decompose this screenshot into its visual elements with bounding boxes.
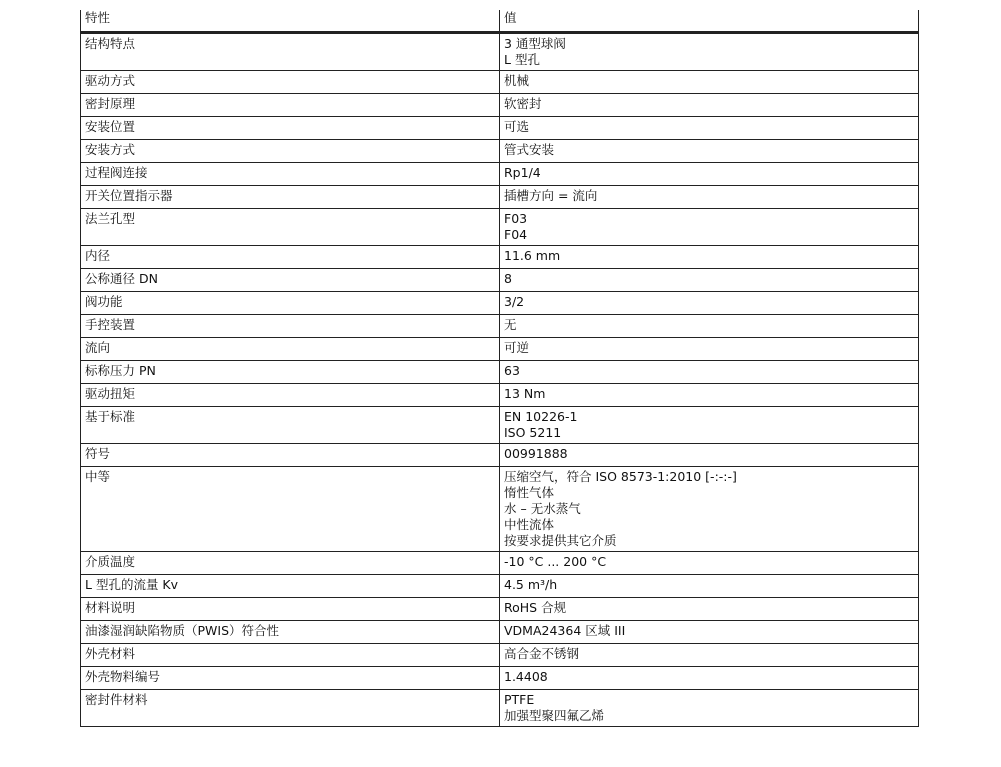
property-cell: 法兰孔型	[81, 209, 500, 246]
value-line: PTFE	[504, 692, 535, 707]
property-cell: 开关位置指示器	[81, 186, 500, 209]
table-row	[81, 467, 919, 552]
table-row	[81, 315, 919, 338]
table-row	[81, 186, 919, 209]
table-row	[81, 246, 919, 269]
value-line: Rp1/4	[504, 165, 541, 180]
value-line: 8	[504, 271, 512, 286]
value-line: F04	[504, 227, 528, 242]
value-cell	[500, 552, 919, 575]
value-cell	[500, 33, 919, 71]
table-row	[81, 33, 919, 71]
value-cell	[500, 163, 919, 186]
value-cell	[500, 467, 919, 552]
value-cell	[500, 117, 919, 140]
table-row	[81, 269, 919, 292]
value-line: 无	[504, 317, 517, 332]
table-row	[81, 407, 919, 444]
property-cell: 过程阀连接	[81, 163, 500, 186]
value-line: VDMA24364 区域 III	[504, 623, 626, 638]
value-cell	[500, 140, 919, 163]
value-cell	[500, 690, 919, 727]
table-row	[81, 361, 919, 384]
property-cell: 公称通径 DN	[81, 269, 500, 292]
table-row	[81, 209, 919, 246]
table-row	[81, 338, 919, 361]
value-line: 可选	[504, 119, 530, 134]
table-row	[81, 117, 919, 140]
value-line: EN 10226-1	[504, 409, 578, 424]
table-row	[81, 552, 919, 575]
value-cell	[500, 644, 919, 667]
value-line: 3 通型球阀	[504, 36, 566, 51]
value-line: 加强型聚四氟乙烯	[504, 708, 605, 723]
table-row	[81, 621, 919, 644]
property-cell: 安装方式	[81, 140, 500, 163]
value-cell	[500, 361, 919, 384]
value-cell	[500, 292, 919, 315]
property-cell: 基于标准	[81, 407, 500, 444]
property-cell: 密封原理	[81, 94, 500, 117]
value-cell	[500, 338, 919, 361]
property-cell: 密封件材料	[81, 690, 500, 727]
value-line: 3/2	[504, 294, 525, 309]
spec-sheet	[80, 10, 918, 727]
table-row	[81, 140, 919, 163]
value-cell	[500, 384, 919, 407]
value-line: 中性流体	[504, 517, 555, 532]
property-cell: 内径	[81, 246, 500, 269]
value-line: RoHS 合规	[504, 600, 567, 615]
column-header-property: 特性	[81, 10, 500, 33]
value-line: 插槽方向 = 流向	[504, 188, 598, 203]
value-cell	[500, 598, 919, 621]
property-cell: 中等	[81, 467, 500, 552]
value-line: 高合金不锈钢	[504, 646, 580, 661]
property-cell: 结构特点	[81, 33, 500, 71]
table-row	[81, 575, 919, 598]
table-row	[81, 384, 919, 407]
value-cell	[500, 444, 919, 467]
spec-table	[80, 10, 919, 727]
table-row	[81, 163, 919, 186]
value-line: 惰性气体	[504, 485, 555, 500]
value-line: 压缩空气，符合 ISO 8573-1:2010 [-:-:-]	[504, 469, 737, 484]
property-cell: 安装位置	[81, 117, 500, 140]
value-line: F03	[504, 211, 528, 226]
value-line: -10 °C ... 200 °C	[504, 554, 607, 569]
property-cell: 驱动方式	[81, 71, 500, 94]
property-cell: 油漆湿润缺陷物质（PWIS）符合性	[81, 621, 500, 644]
table-row	[81, 644, 919, 667]
table-header-row	[81, 10, 919, 33]
property-cell: 材料说明	[81, 598, 500, 621]
table-row	[81, 667, 919, 690]
table-row	[81, 598, 919, 621]
value-cell	[500, 621, 919, 644]
value-line: 13 Nm	[504, 386, 546, 401]
value-cell	[500, 269, 919, 292]
value-line: 4.5 m³/h	[504, 577, 558, 592]
value-line: 11.6 mm	[504, 248, 561, 263]
table-row	[81, 690, 919, 727]
value-line: 水 – 无水蒸气	[504, 501, 581, 516]
property-cell: 阀功能	[81, 292, 500, 315]
property-cell: 符号	[81, 444, 500, 467]
value-cell	[500, 575, 919, 598]
property-cell: 标称压力 PN	[81, 361, 500, 384]
value-line: 可逆	[504, 340, 530, 355]
table-row	[81, 71, 919, 94]
property-cell: 流向	[81, 338, 500, 361]
value-cell	[500, 94, 919, 117]
property-cell: 手控装置	[81, 315, 500, 338]
value-line: 机械	[504, 73, 530, 88]
value-line: 1.4408	[504, 669, 548, 684]
value-line: 00991888	[504, 446, 568, 461]
value-line: 软密封	[504, 96, 542, 111]
value-line: ISO 5211	[504, 425, 562, 440]
spec-table-body	[81, 33, 919, 727]
property-cell: 驱动扭矩	[81, 384, 500, 407]
table-row	[81, 444, 919, 467]
property-cell: 介质温度	[81, 552, 500, 575]
table-row	[81, 292, 919, 315]
property-cell: 外壳材料	[81, 644, 500, 667]
value-line: L 型孔	[504, 52, 540, 67]
column-header-value: 值	[500, 10, 919, 33]
value-cell	[500, 667, 919, 690]
value-cell	[500, 315, 919, 338]
property-cell: L 型孔的流量 Kv	[81, 575, 500, 598]
value-cell	[500, 407, 919, 444]
value-cell	[500, 186, 919, 209]
value-line: 按要求提供其它介质	[504, 533, 617, 548]
table-row	[81, 94, 919, 117]
value-line: 63	[504, 363, 520, 378]
value-cell	[500, 246, 919, 269]
value-cell	[500, 209, 919, 246]
value-cell	[500, 71, 919, 94]
value-line: 管式安装	[504, 142, 555, 157]
property-cell: 外壳物料编号	[81, 667, 500, 690]
